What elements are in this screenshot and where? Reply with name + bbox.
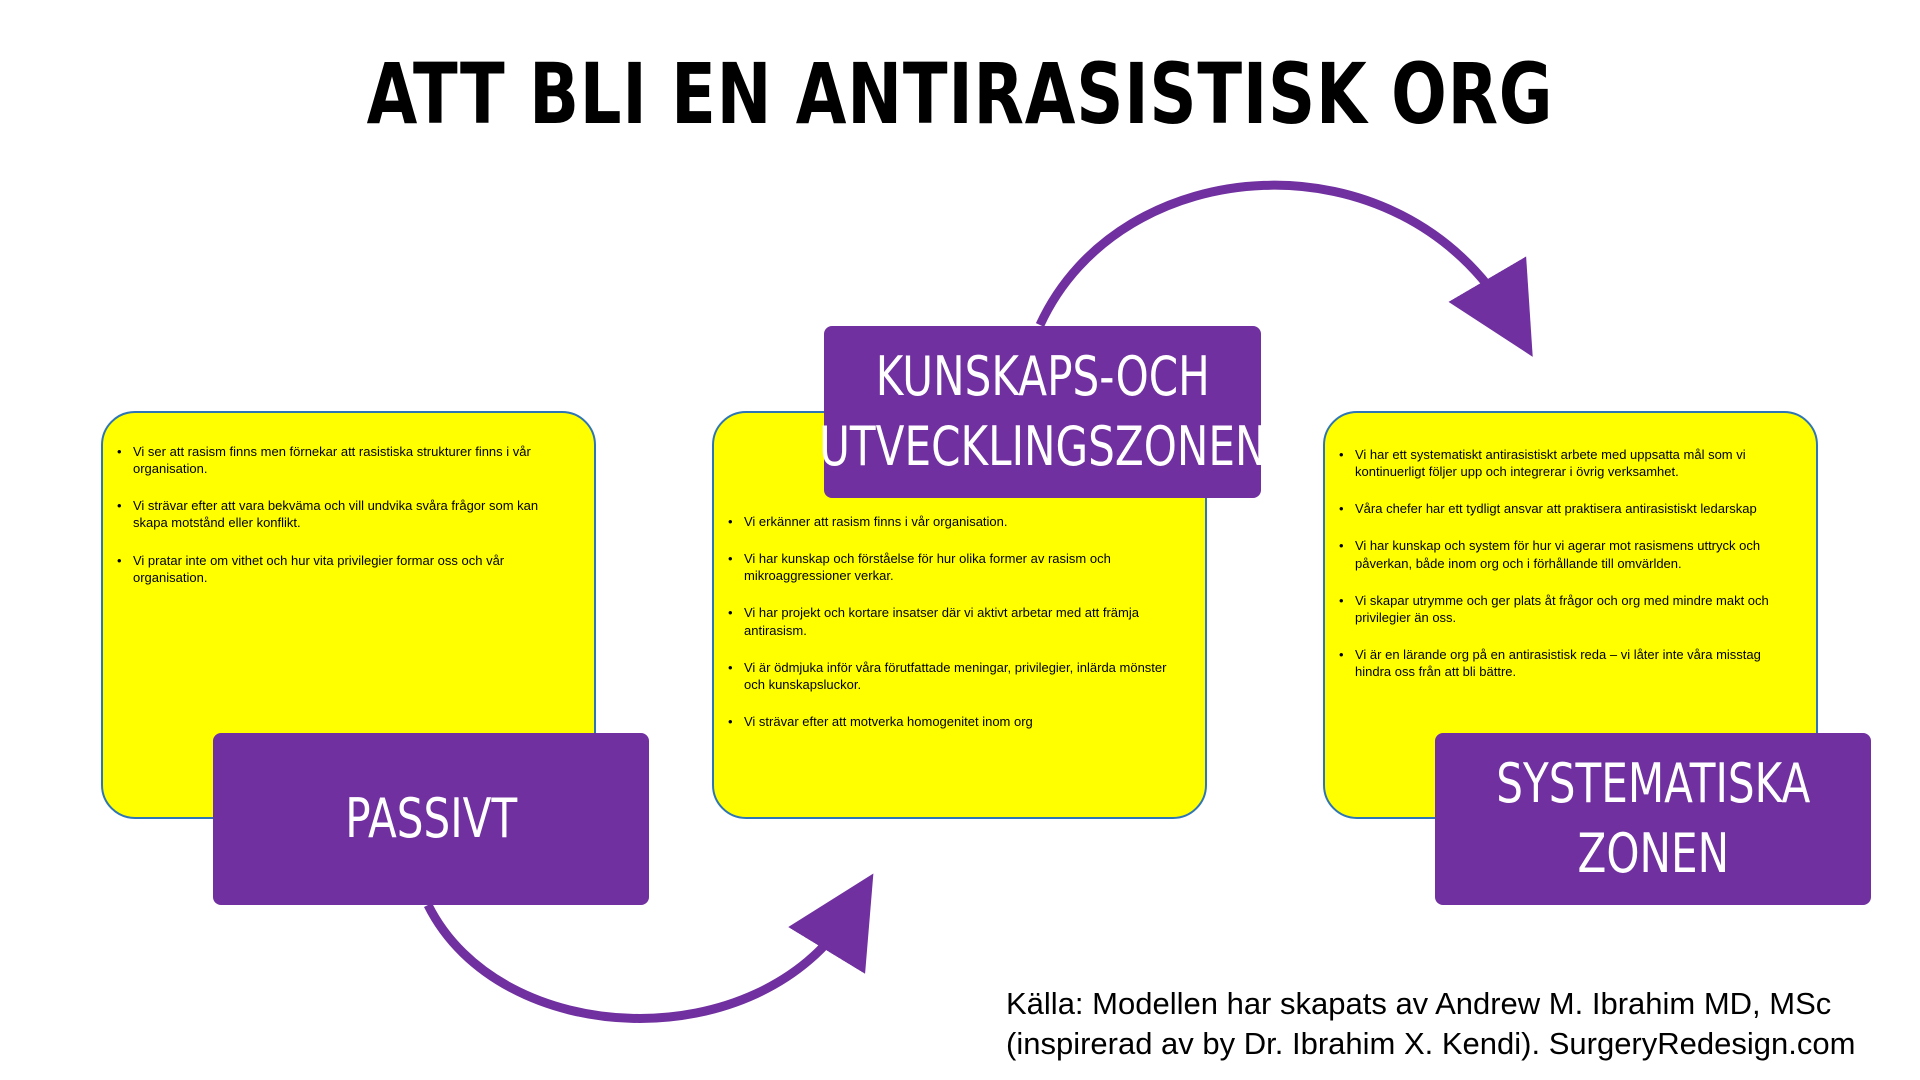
bullet-item: • Vi är ödmjuka inför våra förutfattade meningar, privilegier, inlärda mönster och kunskapsluckor. [724, 659, 1181, 693]
zone-label-knowledge [818, 326, 1267, 498]
bullet-item: • Vi har kunskap och system för hur vi agerar mot rasismens uttryck och påverkan, både inom org och i förhållande till omvärlden. [1335, 537, 1792, 571]
passive-bullet-list [113, 443, 570, 586]
bullet-item: • Vi har kunskap och förståelse för hur olika former av rasism och mikroaggressioner verkar. [724, 550, 1181, 584]
arrow-passive-to-knowledge [428, 905, 850, 1018]
zone-label-systematic [1435, 733, 1871, 905]
systematic-bullet-list [1335, 446, 1792, 680]
zone-label-line: KUNSKAPS-OCH [875, 344, 1210, 408]
bullet-item: • Våra chefer har ett tydligt ansvar att praktisera antirasistiskt ledarskap [1335, 500, 1792, 517]
bullet-item: • Vi pratar inte om vithet och hur vita privilegier formar oss och vår organisation. [113, 552, 570, 586]
bullet-item: • Vi har projekt och kortare insatser där vi aktivt arbetar med att främja antirasism. [724, 604, 1181, 638]
source-line: Källa: Modellen har skapats av Andrew M. Ibrahim MD, MSc [1006, 986, 1832, 1021]
page-title: ATT BLI EN ANTIRASISTISK ORG [366, 45, 1554, 143]
zone-label-line: ZONEN [1577, 822, 1729, 885]
bullet-item: • Vi strävar efter att motverka homogenitet inom org [724, 713, 1181, 730]
arrow-knowledge-to-systematic [1040, 185, 1510, 325]
bullet-item: • Vi skapar utrymme och ger plats åt frågor och org med mindre makt och privilegier än oss. [1335, 592, 1792, 626]
bullet-item: • Vi erkänner att rasism finns i vår organisation. [724, 513, 1181, 530]
bullet-item: • Vi är en lärande org på en antirasistisk reda – vi låter inte våra misstag hindra oss från att bli bättre. [1335, 646, 1792, 680]
zone-label-line: PASSIVT [345, 786, 517, 850]
knowledge-bullet-list [724, 513, 1181, 730]
bullet-item: • Vi strävar efter att vara bekväma och vill undvika svåra frågor som kan skapa motstånd eller konflikt. [113, 497, 570, 531]
bullet-item: • Vi har ett systematiskt antirasistiskt arbete med uppsatta mål som vi kontinuerligt följer upp och integrerar i övrig verksamhet. [1335, 446, 1792, 480]
zone-label-passive [213, 733, 649, 905]
zone-label-line: UTVECKLINGSZONEN [818, 415, 1267, 478]
source-citation [1006, 984, 1906, 1065]
source-line: (inspirerad av by Dr. Ibrahim X. Kendi). SurgeryRedesign.com [1006, 1026, 1856, 1062]
zone-label-line: SYSTEMATISKA [1495, 751, 1810, 815]
bullet-item: • Vi ser att rasism finns men förnekar att rasistiska strukturer finns i vår organisation. [113, 443, 570, 477]
